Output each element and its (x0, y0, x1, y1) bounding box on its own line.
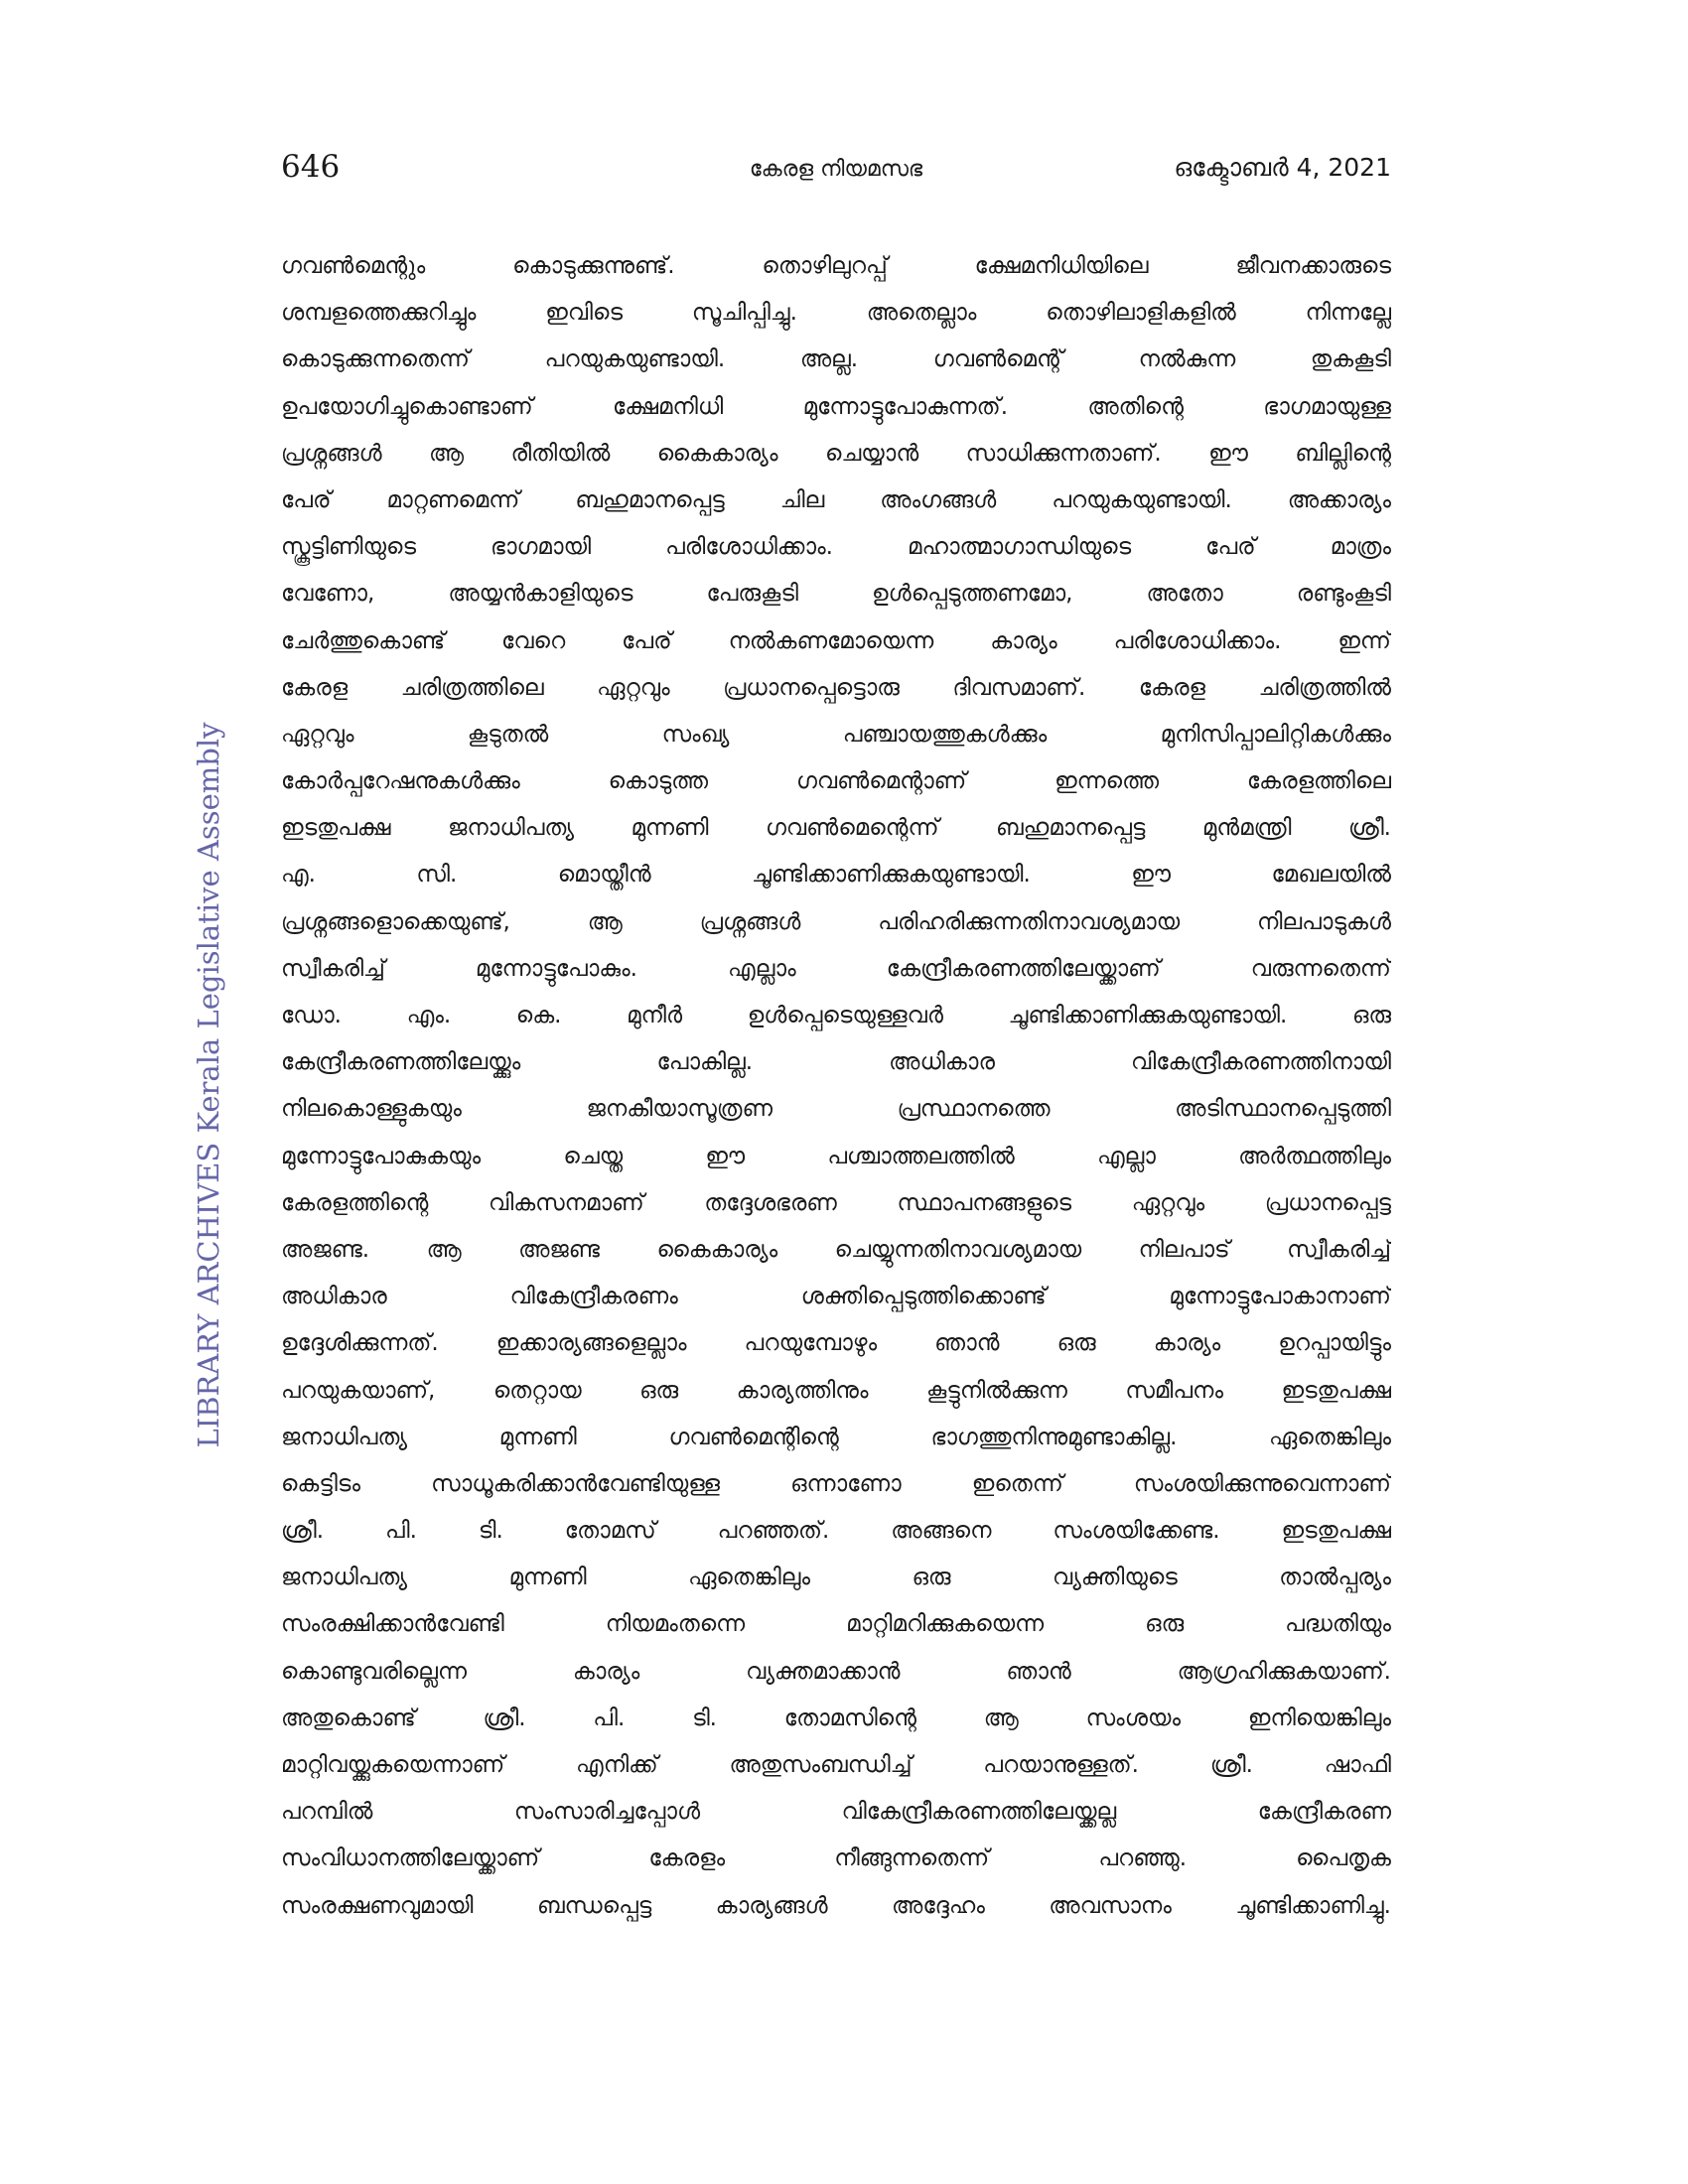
text-line: ഇടതുപക്ഷ ജനാധിപത്യ മുന്നണി ഗവൺമെന്റെന്ന് ബഹുമാനപ്പെട്ട മുൻമന്ത്രി ശ്രീ. (281, 815, 1391, 842)
text-line: കോർപ്പറേഷനുകൾക്കും കൊടുത്ത ഗവൺമെന്റാണ് ഇന്നത്തെ കേരളത്തിലെ (281, 768, 1391, 795)
text-line: കേരളത്തിന്റെ വികസനമാണ് തദ്ദേശഭരണ സ്ഥാപനങ്ങളുടെ ഏറ്റവും പ്രധാനപ്പെട്ട (281, 1189, 1391, 1216)
text-line: ഡോ. എം. കെ. മുനീർ ഉൾപ്പെടെയുള്ളവർ ചൂണ്ടിക്കാണിക്കുകയുണ്ടായി. ഒരു (281, 1003, 1391, 1028)
text-line: സംരക്ഷണവുമായി ബന്ധപ്പെട്ട കാര്യങ്ങൾ അദ്ദേഹം അവസാനം ചൂണ്ടിക്കാണിച്ചു. (281, 1892, 1391, 1919)
text-line: സ്വീകരിച്ച് മുന്നോട്ടുപോകും. എല്ലാം കേന്ദ്രീകരണത്തിലേയ്ക്കാണ് വരുന്നതെന്ന് (281, 955, 1391, 982)
text-line: നിലകൊള്ളുകയും ജനകീയാസൂത്രണ പ്രസ്ഥാനത്തെ അടിസ്ഥാനപ്പെടുത്തി (281, 1096, 1391, 1123)
page-header (281, 149, 1391, 189)
text-line: കൊണ്ടുവരില്ലെന്ന കാര്യം വ്യക്തമാക്കാൻ ഞാൻ ആഗ്രഹിക്കുകയാണ്. (281, 1658, 1391, 1685)
running-title: കേരള നിയമസഭ (749, 157, 923, 182)
archive-watermark: LIBRARY ARCHIVES Kerala Legislative Assembly (192, 722, 225, 1448)
text-line: കേരള ചരിത്രത്തിലെ ഏറ്റവും പ്രധാനപ്പെട്ടൊരു ദിവസമാണ്. കേരള ചരിത്രത്തിൽ (281, 674, 1391, 701)
body-text (281, 243, 1391, 1930)
text-line: ഉദ്ദേശിക്കുന്നത്. ഇക്കാര്യങ്ങളെല്ലാം പറയുമ്പോഴും ഞാൻ ഒരു കാര്യം ഉറപ്പായിട്ടും (281, 1330, 1391, 1357)
text-line: ഏറ്റവും കൂടുതൽ സംഖ്യ പഞ്ചായത്തുകൾക്കും മുനിസിപ്പാലിറ്റികൾക്കും (281, 721, 1391, 748)
text-line: മുന്നോട്ടുപോകുകയും ചെയ്ത ഈ പശ്ചാത്തലത്തിൽ എല്ലാ അർത്ഥത്തിലും (281, 1143, 1391, 1169)
text-line: വേണോ, അയ്യൻകാളിയുടെ പേരുകൂടി ഉൾപ്പെടുത്തണമോ, അതോ രണ്ടുംകൂടി (281, 581, 1391, 608)
text-line: കെട്ടിടം സാധൂകരിക്കാൻവേണ്ടിയുള്ള ഒന്നാണോ ഇതെന്ന് സംശയിക്കുന്നുവെന്നാണ് (281, 1470, 1391, 1497)
text-line: ഉപയോഗിച്ചുകൊണ്ടാണ് ക്ഷേമനിധി മുന്നോട്ടുപോകുന്നത്. അതിന്റെ ഭാഗമായുള്ള (281, 393, 1391, 420)
text-line: എ. സി. മൊയ്തീൻ ചൂണ്ടിക്കാണിക്കുകയുണ്ടായി. ഈ മേഖലയിൽ (281, 862, 1391, 888)
text-line: പറയുകയാണ്, തെറ്റായ ഒരു കാര്യത്തിനും കൂട്ടുനിൽക്കുന്ന സമീപനം ഇടതുപക്ഷ (281, 1377, 1391, 1404)
text-line: പറമ്പിൽ സംസാരിച്ചപ്പോൾ വികേന്ദ്രീകരണത്തിലേയ്ക്കല്ല കേന്ദ്രീകരണ (281, 1799, 1391, 1826)
text-line: സംവിധാനത്തിലേയ്ക്കാണ് കേരളം നീങ്ങുന്നതെന്ന് പറഞ്ഞു. പൈതൃക (281, 1845, 1391, 1872)
text-line: ഗവൺമെന്റും കൊടുക്കുന്നുണ്ട്. തൊഴിലുറപ്പ് ക്ഷേമനിധിയിലെ ജീവനക്കാരുടെ (281, 253, 1391, 279)
text-line: മാറ്റിവയ്ക്കുകയെന്നാണ് എനിക്ക് അതുസംബന്ധിച്ച് പറയാനുള്ളത്. ശ്രീ. ഷാഫി (281, 1752, 1391, 1778)
text-line: പ്രശ്നങ്ങൾ ആ രീതിയിൽ കൈകാര്യം ചെയ്യാൻ സാധിക്കുന്നതാണ്. ഈ ബില്ലിന്റെ (281, 440, 1391, 467)
text-line: പേര് മാറ്റണമെന്ന് ബഹുമാനപ്പെട്ട ചില അംഗങ്ങൾ പറയുകയുണ്ടായി. അക്കാര്യം (281, 486, 1391, 513)
text-line: അധികാര വികേന്ദ്രീകരണം ശക്തിപ്പെടുത്തിക്കൊണ്ട് മുന്നോട്ടുപോകാനാണ് (281, 1284, 1391, 1310)
text-line: അജണ്ട. ആ അജണ്ട കൈകാര്യം ചെയ്യുന്നതിനാവശ്യമായ നിലപാട് സ്വീകരിച്ച് (281, 1236, 1391, 1263)
text-line: പ്രശ്നങ്ങളൊക്കെയുണ്ട്, ആ പ്രശ്നങ്ങൾ പരിഹരിക്കുന്നതിനാവശ്യമായ നിലപാടുകൾ (281, 908, 1391, 935)
text-line: കൊടുക്കുന്നതെന്ന് പറയുകയുണ്ടായി. അല്ല. ഗവൺമെന്റ് നൽകുന്ന തുകകൂടി (281, 346, 1391, 373)
text-line: അതുകൊണ്ട് ശ്രീ. പി. ടി. തോമസിന്റെ ആ സംശയം ഇനിയെങ്കിലും (281, 1705, 1391, 1731)
text-line: ചേർത്തുകൊണ്ട് വേറെ പേര് നൽകണമോയെന്ന കാര്യം പരിശോധിക്കാം. ഇന്ന് (281, 627, 1391, 654)
text-line: ജനാധിപത്യ മുന്നണി ഏതെങ്കിലും ഒരു വ്യക്തിയുടെ താൽപ്പര്യം (281, 1565, 1391, 1591)
text-line: ശമ്പളത്തെക്കുറിച്ചും ഇവിടെ സൂചിപ്പിച്ചു. അതെല്ലാം തൊഴിലാളികളിൽ നിന്നല്ലേ (281, 300, 1391, 327)
text-line: കേന്ദ്രീകരണത്തിലേയ്ക്കും പോകില്ല. അധികാര വികേന്ദ്രീകരണത്തിനായി (281, 1049, 1391, 1076)
text-line: ജനാധിപത്യ മുന്നണി ഗവൺമെന്റിന്റെ ഭാഗത്തുനിന്നുമുണ്ടാകില്ല. ഏതെങ്കിലും (281, 1424, 1391, 1450)
text-line: സംരക്ഷിക്കാൻവേണ്ടി നിയമംതന്നെ മാറ്റിമറിക്കുകയെന്ന ഒരു പദ്ധതിയും (281, 1611, 1391, 1638)
text-line: സ്കൂട്ടിണിയുടെ ഭാഗമായി പരിശോധിക്കാം. മഹാത്മാഗാന്ധിയുടെ പേര് മാത്രം (281, 534, 1391, 561)
text-line: ശ്രീ. പി. ടി. തോമസ് പറഞ്ഞത്. അങ്ങനെ സംശയിക്കേണ്ട. ഇടതുപക്ഷ (281, 1518, 1391, 1545)
page-number: 646 (281, 149, 341, 185)
page-date: ഒക്ടോബർ 4, 2021 (1174, 153, 1391, 182)
